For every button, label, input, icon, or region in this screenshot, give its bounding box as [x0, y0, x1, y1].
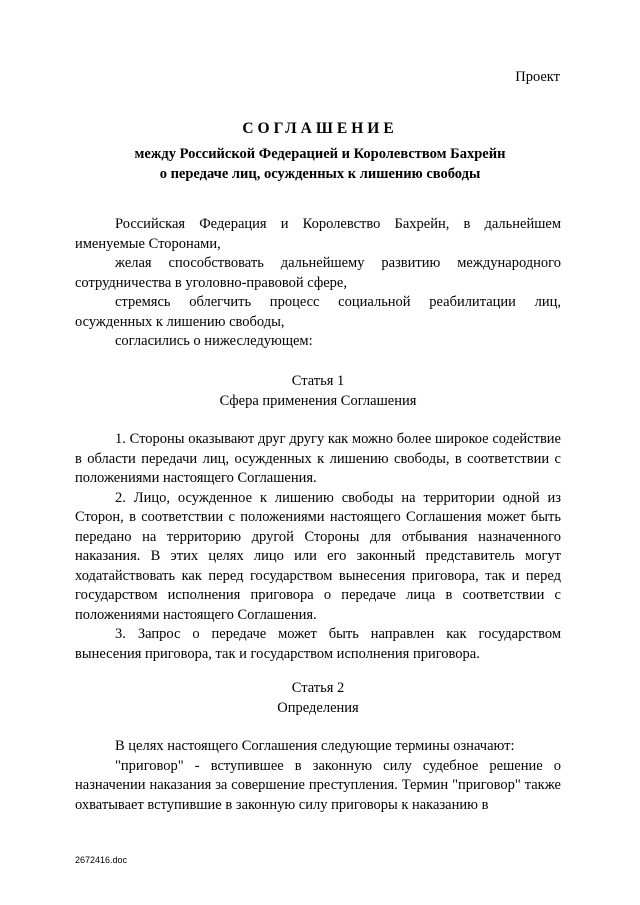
preamble-paragraph: Российская Федерация и Королевство Бахрейн, в дальнейшем именуемые Сторонами, [75, 216, 561, 252]
document-title: СОГЛАШЕНИЕ [242, 120, 398, 137]
article-1-paragraph: 2. Лицо, осужденное к лишению свободы на территории одной из Сторон, в соответствии с положениями настоящего Соглашения может быть передано на территорию другой Стороны для отбывания назначенного наказания. В этих целях лицо или его законный представитель могут ходатайствовать как перед государством вынесения приговора, так и перед государством исполнения приговора о передаче лица в соответствии с положениями настоящего Соглашения. [75, 489, 561, 623]
article-2-body [75, 737, 561, 815]
draft-label: Проект [515, 69, 560, 85]
document-file-id: 2672416.doc [75, 855, 128, 865]
article-1-paragraph: 1. Стороны оказывают друг другу как можно более широкое содействие в области передачи лиц, осужденных к лишению свободы, в соответствии с положениями настоящего Соглашения. [75, 431, 561, 486]
preamble-paragraph: согласились о нижеследующем: [115, 333, 313, 349]
article-1-paragraph: 3. Запрос о передаче может быть направлен как государством вынесения приговора, так и государством исполнения приговора. [75, 626, 561, 662]
article-2-heading [75, 678, 561, 718]
article-2-name: Определения [277, 700, 359, 716]
article-1-body [75, 430, 561, 664]
preamble [75, 215, 561, 352]
document-subtitle-line-1: между Российской Федерацией и Королевством Бахрейн [134, 146, 506, 162]
preamble-paragraph: стремясь облегчить процесс социальной реабилитации лиц, осужденных к лишению свободы, [75, 294, 561, 330]
article-2-number: Статья 2 [291, 680, 345, 696]
article-2-paragraph: В целях настоящего Соглашения следующие термины означают: [115, 738, 515, 754]
article-1-name: Сфера применения Соглашения [219, 393, 417, 409]
article-1-number: Статья 1 [291, 373, 345, 389]
preamble-paragraph: желая способствовать дальнейшему развитию международного сотрудничества в уголовно-правовой сфере, [75, 255, 561, 291]
article-2-paragraph: "приговор" - вступившее в законную силу судебное решение о назначении наказания за совершение преступления. Термин "приговор" также охватывает вступившие в законную силу приговоры к наказанию в [75, 757, 561, 813]
document-subtitle-line-2: о передаче лиц, осужденных к лишению свободы [159, 166, 481, 182]
article-1-heading [75, 371, 561, 411]
